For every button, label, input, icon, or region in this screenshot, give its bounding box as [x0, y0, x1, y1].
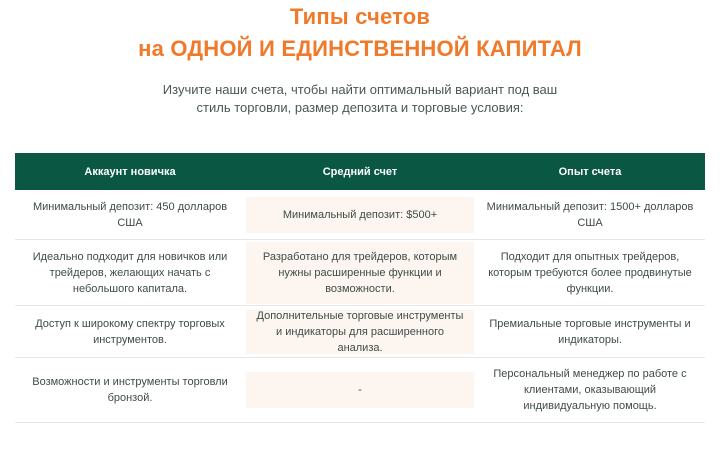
table-cell: Возможности и инструменты торговли бронзой.	[32, 376, 228, 404]
table-cell-wrap	[245, 240, 475, 305]
table-cell-wrap	[245, 306, 475, 357]
column-header-experienced: Опыт счета	[558, 165, 622, 178]
table-row	[15, 306, 705, 358]
table-cell: Дополнительные торговые инструменты и индикаторы для расширенного анализа.	[246, 310, 474, 354]
table-cell: Персональный менеджер по работе с клиентами, оказывающий индивидуальную помощь.	[493, 368, 687, 412]
table-cell-wrap	[245, 358, 475, 422]
page-title-line-2: на ОДНОЙ И ЕДИНСТВЕННОЙ КАПИТАЛ	[138, 36, 582, 61]
table-header	[15, 153, 705, 190]
column-header-beginner: Аккаунт новичка	[84, 165, 176, 178]
table-cell: Доступ к широкому спектру торговых инструментов.	[35, 317, 225, 346]
table-cell: Минимальный депозит: 1500+ долларов США	[486, 200, 694, 229]
table-cell: Премиальные торговые инструменты и индикаторы.	[489, 317, 691, 346]
page-subtitle-line-2: стиль торговли, размер депозита и торговые условия:	[196, 100, 524, 115]
table-row	[15, 190, 705, 240]
table-cell: -	[246, 372, 474, 408]
page-subtitle-line-1: Изучите наши счета, чтобы найти оптимальный вариант под ваш	[162, 82, 558, 97]
page-title-line-1: Типы счетов	[289, 4, 431, 29]
account-types-table	[15, 153, 705, 423]
table-cell: Идеально подходит для новичков или трейдеров, желающих начать с небольшого капитала.	[32, 250, 228, 295]
column-header-standard: Средний счет	[322, 165, 398, 178]
table-cell-wrap	[245, 190, 475, 239]
table-cell: Разработано для трейдеров, которым нужны расширенные функции и возможности.	[246, 242, 474, 304]
table-cell: Минимальный депозит: 450 долларов США	[32, 200, 228, 229]
table-cell: Подходит для опытных трейдеров, которым требуются более продвинутые функции.	[488, 250, 692, 295]
table-row	[15, 240, 705, 306]
table-cell: Минимальный депозит: $500+	[246, 197, 474, 233]
table-row	[15, 358, 705, 423]
